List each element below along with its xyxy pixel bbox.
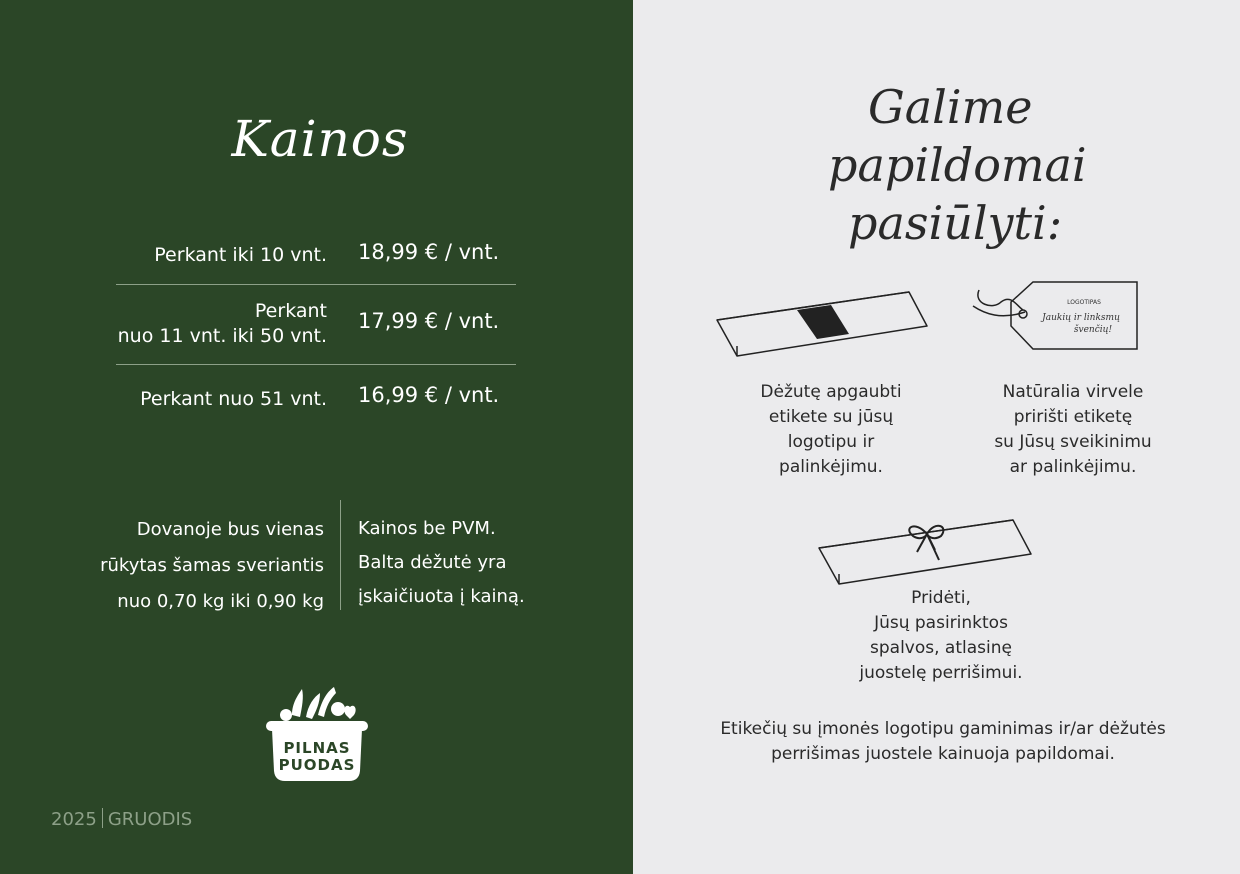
offer-3-line: Jūsų pasirinktos: [874, 613, 1008, 633]
wrapped-box-icon: [713, 288, 933, 362]
ribbon-box-icon: [817, 518, 1037, 590]
extras-title-line: papildomai: [828, 138, 1087, 192]
offer-tag-text: [968, 380, 1178, 480]
prices-title: Kainos: [231, 110, 409, 168]
price-row-3-value: 16,99 € / vnt.: [358, 383, 500, 407]
price-row-2-label-line: Perkant: [254, 300, 327, 322]
price-row-2-value: 17,99 € / vnt.: [358, 309, 500, 333]
price-divider: [116, 364, 516, 365]
offer-2-line: ar palinkėjimu.: [1009, 457, 1137, 477]
gift-note-line: Dovanoje bus vienas: [136, 519, 324, 540]
note-divider: [340, 500, 341, 610]
offer-1-line: Dėžutę apgaubti: [760, 382, 902, 402]
offer-3-line: juostelę perrišimui.: [859, 663, 1023, 683]
price-row-2-label: [118, 299, 327, 349]
offer-1-line: logotipu ir: [787, 432, 875, 452]
vat-note-line: Kainos be PVM.: [358, 518, 496, 539]
vat-note-line: įskaičiuota į kainą.: [358, 586, 525, 607]
vat-note-line: Balta dėžutė yra: [358, 552, 507, 573]
extras-title-line: pasiūlyti:: [848, 196, 1063, 250]
price-row-1-value: 18,99 € / vnt.: [358, 240, 500, 264]
issue-month: GRUODIS: [107, 809, 193, 830]
footnote-line: Etikečių su įmonės logotipu gaminimas ir/ar dėžutės: [720, 719, 1166, 739]
pilnas-puodas-logo: [262, 685, 372, 785]
logo-line-2: PUODAS: [278, 756, 356, 774]
offer-2-line: Natūralia virvele: [1002, 382, 1144, 402]
price-row-2-label-line: nuo 11 vnt. iki 50 vnt.: [117, 325, 327, 347]
offer-2-line: pririšti etiketę: [1013, 407, 1133, 427]
offer-1-line: palinkėjimu.: [779, 457, 883, 477]
offer-3-line: Pridėti,: [911, 588, 971, 608]
price-row-1-label-line: Perkant iki 10 vnt.: [154, 244, 327, 266]
extras-title: [828, 78, 1087, 252]
issue-year: 2025: [51, 809, 97, 830]
price-row-3-label: [140, 387, 327, 412]
gift-note: [100, 512, 324, 620]
extras-title-line: Galime: [868, 80, 1033, 134]
price-row-1-label: [154, 243, 327, 268]
logo-line-1: PILNAS: [283, 739, 351, 757]
gift-note-line: rūkytas šamas sveriantis: [100, 555, 324, 576]
tag-greeting-line-1: Jaukių ir linksmų: [1042, 313, 1120, 323]
extras-footnote: [693, 717, 1193, 767]
gift-tag-icon: [971, 280, 1141, 352]
issue-date: [51, 808, 192, 830]
offer-ribbon-text: [831, 586, 1051, 686]
footnote-line: perrišimas juostele kainuoja papildomai.: [771, 744, 1115, 764]
vat-note: [358, 512, 525, 614]
tag-greeting-line-2: švenčių!: [1073, 325, 1113, 335]
tag-brand: LOGOTIPAS: [1067, 299, 1101, 306]
offer-3-line: spalvos, atlasinę: [870, 638, 1012, 658]
extras-panel: [633, 0, 1240, 874]
offer-1-line: etikete su jūsų: [768, 407, 894, 427]
gift-note-line: nuo 0,70 kg iki 0,90 kg: [117, 591, 324, 612]
offer-label-text: [741, 380, 921, 480]
price-row-3-label-line: Perkant nuo 51 vnt.: [140, 388, 327, 410]
date-separator: [102, 808, 103, 828]
offer-2-line: su Jūsų sveikinimu: [994, 432, 1152, 452]
price-divider: [116, 284, 516, 285]
